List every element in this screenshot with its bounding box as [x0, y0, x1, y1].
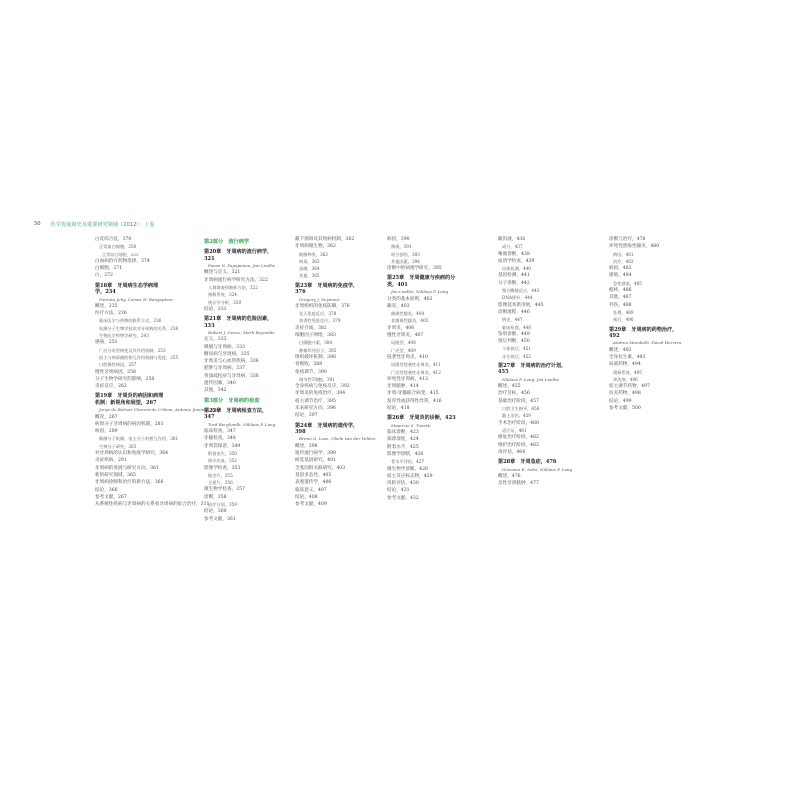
- index-subentry: 局限型侵袭性牙周炎，411: [391, 362, 441, 368]
- index-entry: 治疗目标，456: [498, 391, 530, 397]
- running-title: 医学发展简史及重要研究领域（2012）：上卷: [50, 222, 155, 228]
- index-column-4: [387, 236, 457, 502]
- author-line: Gregory J. Seymour: [299, 296, 340, 302]
- index-subentry: 病因，481: [613, 251, 634, 257]
- index-subentry: 探诊出血，352: [208, 458, 237, 464]
- index-entry: 感染，484: [609, 273, 632, 279]
- index-entry: 慢性牙周炎，407: [387, 333, 424, 339]
- author-line: Bruno G. Loos, Ubele van der Velden: [299, 436, 376, 442]
- index-entry: 诊断与治疗，478: [609, 237, 646, 242]
- index-entry: 宿主调节治疗，395: [295, 398, 336, 404]
- index-entry: 坏死性溃疡性龈炎，480: [609, 244, 660, 250]
- author-line: Andrea Mombelli, David Herrera: [613, 340, 682, 346]
- chapter-heading: 第23章 牙周病的免疫学，376: [295, 282, 359, 296]
- index-entry: 概述，398: [295, 443, 318, 449]
- index-subentry: 临床医学与药物的联系方式，236: [99, 318, 162, 324]
- index-subentry: 宿主与病原菌的相互作用机制与免疫，255: [99, 354, 179, 360]
- index-entry: 牙周炎，406: [387, 325, 415, 331]
- index-entry: 风险评估，430: [387, 481, 419, 487]
- index-entry: 影像学检查，353: [204, 465, 241, 471]
- index-entry: 龈下菌斑及其致病机制，362: [295, 237, 355, 242]
- index-subentry: 治疗，482: [613, 258, 634, 264]
- index-entry: 唾液诊断，438: [498, 251, 530, 257]
- index-entry: 临床检查，347: [204, 429, 236, 435]
- chapter-heading: 第19章 牙周炎的病因和病理机制：新视角和展望，267: [95, 393, 164, 406]
- index-subentry: 人群调查和抽样方法，322: [208, 285, 258, 290]
- index-subentry: 病史，447: [502, 317, 523, 323]
- index-subentry: 正常血白细胞，263: [102, 251, 139, 257]
- index-entry: 病因，483: [609, 266, 632, 272]
- index-entry: 牙周炎的免疫治疗，394: [295, 391, 346, 397]
- index-entry: 白，272: [95, 273, 113, 279]
- index-subentry: 指数系统，324: [208, 292, 237, 298]
- index-entry: 鉴别诊断，449: [498, 331, 530, 337]
- chapter-heading: 第26章 牙周炎的诊断，423: [387, 415, 456, 422]
- index-entry: 龈沟液，436: [498, 237, 526, 242]
- index-entry: 肥胖与牙周病，337: [204, 366, 245, 372]
- index-entry: 表观遗传学，406: [295, 480, 332, 486]
- index-entry: 牙周炎与心血管疾病，336: [204, 359, 259, 365]
- index-entry: 全身抗生素，493: [609, 354, 646, 360]
- index-subentry: 菌斑性龈炎，404: [391, 311, 425, 317]
- index-entry: 病因，390: [387, 237, 410, 242]
- index-entry: 临床意义，407: [295, 487, 327, 493]
- author-line: Giovanni E. Salvi, Niklaus P. Lang: [502, 466, 573, 472]
- index-entry: 全基因组关联研究，403: [295, 465, 346, 471]
- chapter-heading: 第21章 牙周病的危险因素，333: [204, 316, 273, 329]
- author-line: Niklaus P. Lang, Jan Lindhe: [502, 376, 560, 382]
- page-header: [34, 221, 155, 228]
- index-entry: 诊断流程，446: [498, 309, 530, 315]
- index-subentry: 病毒，363: [299, 258, 320, 264]
- index-entry: 牙周病微生物，362: [295, 244, 336, 250]
- index-entry: 吸烟与牙周病，333: [204, 344, 245, 350]
- index-entry: 炎症介质，382: [295, 325, 327, 331]
- chapter-heading: 第18章 牙周病生态学病理学，234: [95, 282, 159, 296]
- index-subentry: 龈上洁治，459: [502, 413, 531, 419]
- index-entry: 影像学诊断，426: [387, 451, 424, 457]
- index-entry: 概述与定义，321: [204, 270, 241, 276]
- index-subentry: 临床检查，448: [502, 324, 531, 330]
- index-entry: 基因检测，441: [498, 273, 530, 279]
- author-line: Tord Berglundh, Niklaus P. Lang: [208, 421, 276, 427]
- index-entry: 再评估，464: [498, 449, 526, 455]
- index-entry: 骨质疏松症与牙周病，338: [204, 373, 259, 379]
- index-entry: 宿主调节药物，497: [609, 384, 650, 390]
- chapter-heading: 第20章 牙周病的流行病学，321: [204, 249, 273, 262]
- index-subentry: 其他因素，394: [391, 258, 420, 264]
- index-entry: 炎症反应，262: [95, 384, 127, 390]
- index-entry: 影像技术新进展，445: [498, 302, 544, 308]
- index-entry: 急性牙周脓肿，477: [498, 481, 539, 487]
- index-entry: 分类的基本原则，402: [387, 296, 433, 302]
- index-entry: 其他，487: [609, 295, 632, 301]
- index-entry: 结论，360: [204, 509, 227, 515]
- index-subentry: 牙位预后，452: [502, 353, 531, 359]
- index-entry: 定义，333: [204, 337, 227, 343]
- index-entry: 牙周病诊断和治疗的新方法，366: [95, 480, 164, 486]
- index-subentry: 附着丧失，350: [208, 450, 237, 456]
- index-entry: 分子诊断，442: [498, 280, 530, 286]
- index-entry: 疱疹，486: [609, 288, 632, 294]
- index-entry: 龈炎，403: [387, 303, 410, 309]
- index-subentry: 获得性免疫反应，379: [299, 318, 341, 324]
- chapter-heading: 第27章 牙周病的治疗计划，455: [498, 363, 567, 376]
- index-subentry: 冲洗剂，496: [613, 376, 638, 382]
- index-subentry: 处理，489: [613, 309, 634, 315]
- index-subentry: 全景片，356: [208, 480, 233, 486]
- index-entry: 结论，431: [387, 488, 410, 494]
- index-entry: 参考文献，361: [204, 516, 236, 522]
- chapter-heading: 第28章 牙周急症，476: [498, 459, 557, 466]
- page-number: 50: [34, 221, 41, 227]
- index-subentry: 口腔慢性病因，257: [99, 362, 137, 368]
- index-entry: 病因，289: [95, 429, 118, 435]
- author-line: Parmita Jehy, Comas N. Rangspteer: [99, 296, 173, 302]
- index-subentry: 根尖片，355: [208, 472, 233, 478]
- index-entry: 新的研究领域，365: [95, 472, 136, 478]
- index-subentry: 抗体检测，440: [502, 266, 531, 272]
- index-column-6: [609, 236, 682, 412]
- index-entry: 参考文献，409: [295, 502, 327, 508]
- index-entry: 手术治疗阶段，460: [498, 420, 539, 426]
- index-entry: 牙周病的进展与研究方向，361: [95, 465, 159, 471]
- index-entry: 基础治疗阶段，457: [498, 398, 539, 404]
- index-subentry: 肿瘤坏死因子，385: [299, 347, 337, 353]
- index-column-5: [498, 236, 573, 487]
- index-entry: 结论，366: [95, 487, 118, 493]
- index-entry: 牙周组织的免疫防御，376: [295, 303, 350, 309]
- index-entry: 感染，251: [95, 340, 118, 346]
- chapter-heading: 第22章 牙周病检查方法，347: [204, 407, 268, 421]
- author-line: Panos N. Papapanou, Jan Lindhe: [208, 263, 276, 269]
- index-entry: 结论，331: [204, 306, 227, 312]
- index-entry: 白细胞，271: [95, 266, 123, 272]
- index-subentry: 广泛型侵袭性牙周炎，412: [391, 369, 441, 375]
- part-heading: 第3部分 牙周病的检查: [204, 397, 260, 404]
- index-entry: 参考文献，432: [387, 495, 419, 501]
- index-entry: 牙龈检查，348: [204, 436, 236, 442]
- index-entry: 慢性牙周病因，258: [95, 369, 136, 375]
- index-entry: 参考文献，267: [95, 494, 127, 500]
- author-line: Jorge de Bolivar Charvin-de Urbina, Antonio Jiménez, Paro: [99, 407, 221, 413]
- index-entry: 外伤，488: [609, 302, 632, 308]
- index-entry: 未来研究方向，396: [295, 406, 336, 412]
- index-entry: 其他，342: [204, 388, 227, 394]
- index-subentry: 广泛型，409: [391, 347, 416, 353]
- index-subentry: 真菌，364: [299, 266, 320, 272]
- index-subentry: 咬合创伤，393: [391, 251, 420, 257]
- author-line: Robert J. Genco, Mark Reynolds: [208, 330, 275, 335]
- index-entry: 微生物学检查，357: [204, 487, 245, 493]
- index-entry: 病原分子牙周病的病因机制，281: [95, 421, 164, 427]
- index-entry: 基因多态性，405: [295, 472, 332, 478]
- index-subentry: 细菌种类，362: [299, 251, 328, 257]
- index-entry: 组织破坏机制，386: [295, 354, 336, 360]
- index-entry: 结论，408: [295, 494, 318, 500]
- index-column-2: [204, 236, 274, 523]
- index-subentry: 白细胞介素，384: [299, 340, 333, 346]
- index-subentry: 调节性T细胞，391: [299, 376, 335, 382]
- index-entry: 细胞因子网络，383: [295, 333, 336, 339]
- index-entry: 白血病治疗药物选择，374: [95, 258, 150, 264]
- index-entry: 概述，455: [498, 384, 521, 390]
- index-entry: 概述，476: [498, 473, 521, 479]
- index-entry: 结论，418: [387, 406, 410, 412]
- chapter-heading: 第24章 牙周病的遗传学，398: [295, 422, 359, 436]
- index-subentry: 治疗计划，359: [208, 502, 237, 508]
- index-entry: 遗传因素，340: [204, 381, 236, 387]
- index-subentry: 统计学分析，330: [208, 299, 242, 305]
- index-entry: 维护治疗阶段，463: [498, 442, 539, 448]
- index-entry: 探诊深度，424: [387, 437, 419, 443]
- chapter-heading: 第29章 牙周病的药物治疗，492: [609, 326, 678, 339]
- index-subentry: 先天免疫反应，378: [299, 311, 337, 317]
- index-entry: 候选基因研究，401: [295, 458, 336, 464]
- index-entry: 血清学检查，439: [498, 258, 535, 264]
- index-entry: 预后判断，450: [498, 339, 530, 345]
- index-entry: 诊断，358: [204, 494, 227, 500]
- index-subentry: 生物分子研究，363: [99, 443, 137, 449]
- index-subentry: 细菌分子机制、宿主分子的相互作用，361: [99, 436, 179, 442]
- index-subentry: 骨水平评估，427: [391, 459, 425, 465]
- index-entry: 牙周病流行病学研究方法，322: [204, 277, 268, 283]
- index-entry: 炎症疾病，291: [95, 458, 127, 464]
- index-entry: 遗传流行病学，399: [295, 451, 336, 457]
- index-entry: 分子生物学研究的影响，258: [95, 376, 155, 382]
- index-entry: 牙周脓肿，414: [387, 384, 419, 390]
- index-subentry: 急性感染，485: [613, 280, 642, 286]
- index-entry: 附着水平，425: [387, 444, 419, 450]
- index-subentry: 口腔卫生指导，458: [502, 406, 540, 412]
- index-subentry: 局限型，408: [391, 340, 416, 346]
- index-subentry: 聚合酶链反应，443: [502, 288, 540, 294]
- index-column-3: [295, 236, 376, 508]
- author-line: Maurizio S. Tonetti: [391, 422, 431, 428]
- index-entry: 局部药物，494: [609, 362, 641, 368]
- index-entry: 结论，397: [295, 413, 318, 419]
- index-entry: 白皮综合征，370: [95, 237, 132, 242]
- index-entry: 概述，235: [95, 303, 118, 309]
- index-entry: 临床诊断，423: [387, 430, 419, 436]
- chapter-heading: 第25章 牙周健康与疾病的分类，401: [387, 275, 456, 288]
- index-entry: 微生物学诊断，428: [387, 466, 428, 472]
- index-entry: 概述，492: [609, 347, 632, 353]
- index-entry: 医疗方法，236: [95, 311, 127, 317]
- index-subentry: 正常血白细胞，250: [99, 244, 137, 250]
- index-subentry: 适应证，461: [502, 427, 527, 433]
- index-entry: 对牙周病的认识和免疫学研究，364: [95, 451, 169, 457]
- index-entry: 从系统性疾病与牙周病的关系看牙周病的综合治疗，311: [95, 502, 210, 508]
- index-entry: 修复治疗阶段，462: [498, 435, 539, 441]
- index-subentry: 个体预后，451: [502, 346, 531, 352]
- index-entry: 诊断中的病理学研究，395: [387, 266, 442, 272]
- index-entry: 糖尿病与牙周病，335: [204, 351, 250, 357]
- index-subentry: DNA探针，444: [502, 295, 533, 301]
- index-subentry: 预后，490: [613, 317, 634, 323]
- index-entry: 牙周-牙髓联合病变，415: [387, 391, 439, 397]
- index-subentry: 非菌斑性龈炎，405: [391, 318, 429, 324]
- index-entry: 宿主反应标志物，429: [387, 473, 433, 479]
- index-entry: 牙周袋探诊，349: [204, 443, 241, 449]
- part-heading: 第2部分 流行病学: [204, 239, 250, 245]
- index-entry: 抗炎药物，498: [609, 391, 641, 397]
- index-entry: 全身疾病与免疫反应，392: [295, 384, 350, 390]
- index-subentry: 缓释系统，495: [613, 369, 642, 375]
- index-subentry: 生物医学药物学研究，243: [99, 333, 149, 339]
- index-entry: 免疫调节，390: [295, 369, 327, 375]
- index-subentry: 成分，437: [502, 244, 523, 250]
- index-entry: 发育性或获得性异常，416: [387, 398, 442, 404]
- index-entry: 侵袭性牙周炎，410: [387, 354, 428, 360]
- index-entry: 概况，267: [95, 414, 118, 420]
- index-entry: 结论，499: [609, 398, 632, 404]
- author-line: Jan Lindhe, Niklaus P. Lang: [391, 289, 449, 295]
- index-subentry: 检测分子生物学技术对牙周病的关系，238: [99, 325, 179, 331]
- index-entry: 骨吸收，388: [295, 362, 323, 368]
- index-subentry: 广泛分布型病变及其作用机制，253: [99, 347, 166, 353]
- index-entry: 坏死性牙周病，413: [387, 376, 428, 382]
- index-subentry: 其他，365: [299, 273, 320, 279]
- index-entry: 参考文献，500: [609, 406, 641, 412]
- index-subentry: 菌斑，391: [391, 244, 412, 250]
